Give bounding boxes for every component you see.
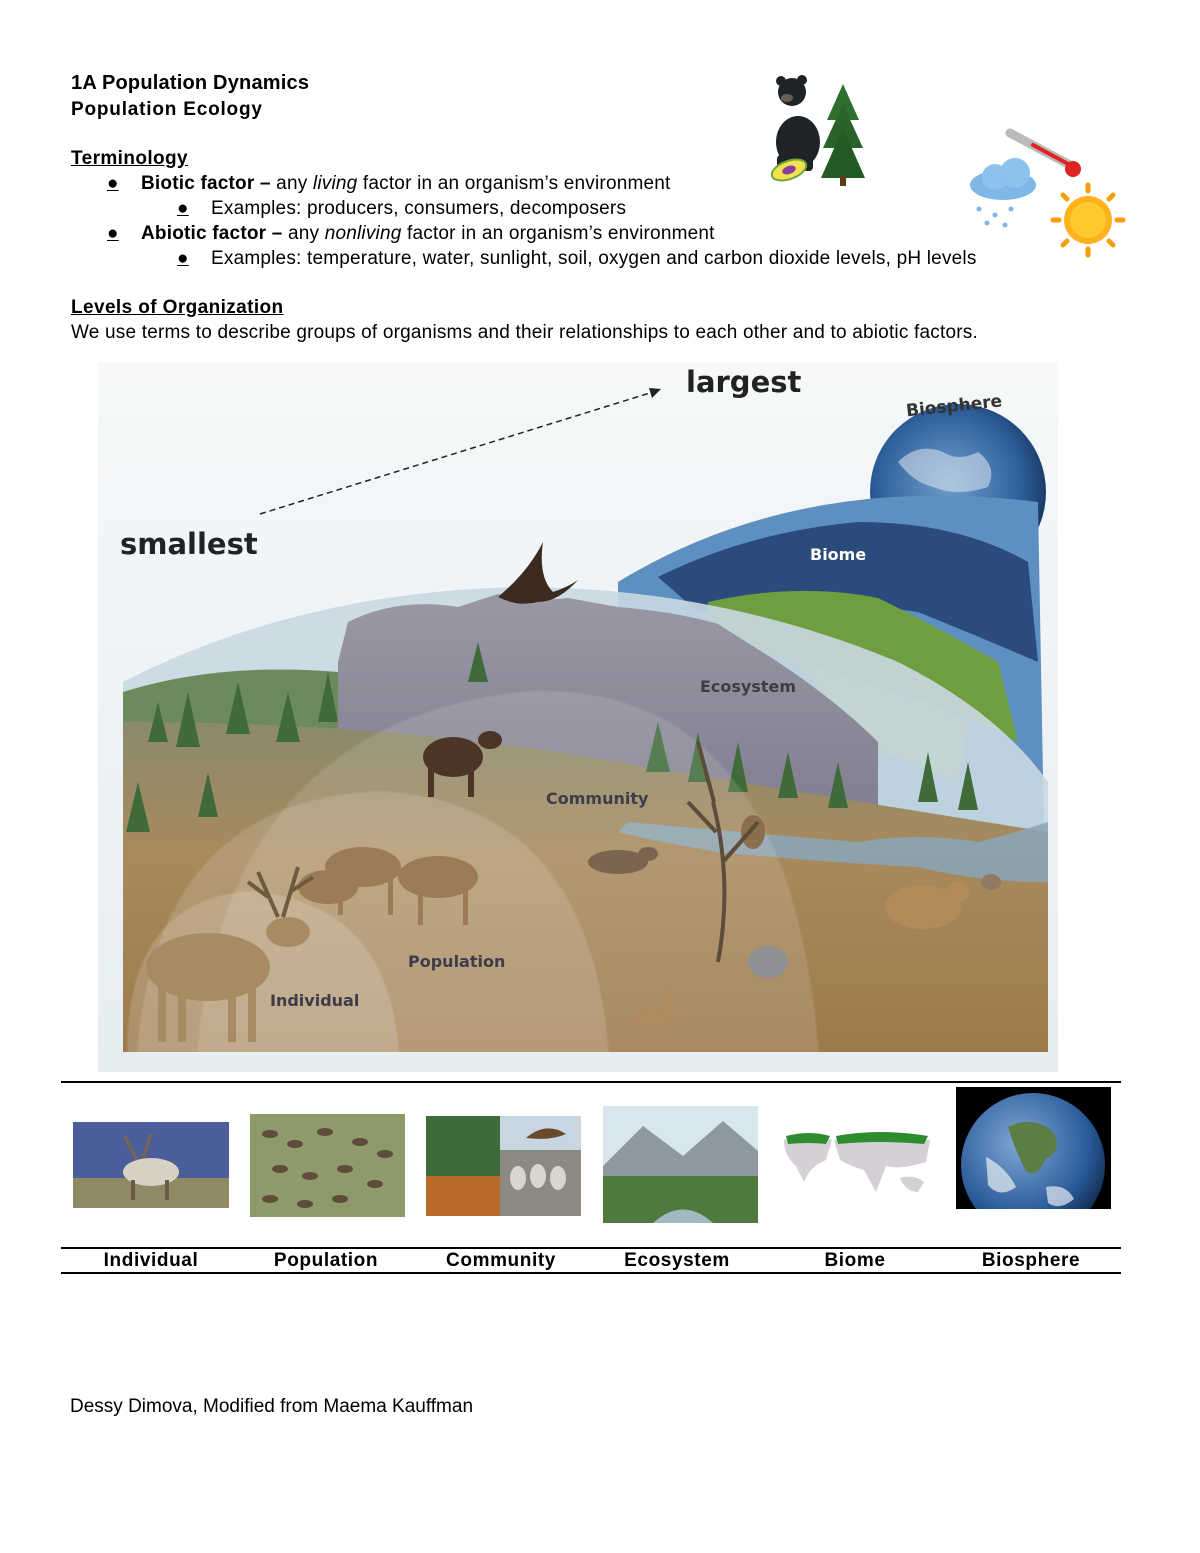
ecosystem-label: Ecosystem bbox=[700, 677, 797, 696]
biotic-examples: ● Examples: producers, consumers, decomposers bbox=[177, 198, 627, 219]
terminology-heading: Terminology bbox=[71, 148, 188, 169]
footer-credit: Dessy Dimova, Modified from Maema Kauffman bbox=[70, 1396, 474, 1417]
bullet-icon: ● bbox=[107, 173, 119, 194]
individual-label: Individual bbox=[270, 991, 360, 1010]
levels-description: We use terms to describe groups of organisms and their relationships to each other and to abiotic factors. bbox=[71, 322, 978, 343]
thumb-biosphere bbox=[956, 1087, 1111, 1209]
cloud-rain-icon bbox=[970, 158, 1036, 228]
thumb-ecosystem bbox=[603, 1106, 758, 1228]
bear-icon bbox=[776, 75, 820, 171]
abiotic-definition: ● Abiotic factor – any nonliving factor in an organism’s environment bbox=[107, 223, 715, 244]
thumb-individual bbox=[73, 1122, 229, 1244]
page-title: 1A Population Dynamics bbox=[71, 72, 310, 94]
rodent-icon bbox=[981, 874, 1001, 890]
caption-individual: Individual bbox=[103, 1250, 199, 1271]
bullet-icon: ● bbox=[107, 223, 119, 244]
thumb-community bbox=[426, 1116, 581, 1238]
abiotic-examples: ● Examples: temperature, water, sunlight, soil, oxygen and carbon dioxide levels, pH levels bbox=[177, 248, 977, 269]
microbe-icon bbox=[769, 155, 809, 184]
population-label: Population bbox=[408, 952, 506, 971]
biotic-definition: ● Biotic factor – any living factor in an organism’s environment bbox=[107, 173, 671, 194]
abiotic-clipart bbox=[965, 125, 1130, 260]
caption-ecosystem: Ecosystem bbox=[624, 1250, 730, 1271]
biotic-clipart bbox=[765, 70, 865, 190]
smallest-label: smallest bbox=[120, 527, 258, 561]
strip-middle-rule bbox=[61, 1247, 1121, 1249]
caption-biosphere: Biosphere bbox=[981, 1250, 1081, 1271]
owl-icon bbox=[741, 815, 765, 849]
largest-label: largest bbox=[686, 365, 802, 399]
tree-icon bbox=[821, 84, 865, 186]
thumb-population bbox=[250, 1114, 405, 1236]
thumb-biome bbox=[780, 1126, 934, 1248]
caption-population: Population bbox=[273, 1250, 379, 1271]
community-label: Community bbox=[546, 789, 649, 808]
page-subtitle: Population Ecology bbox=[71, 99, 263, 120]
bullet-icon: ● bbox=[177, 198, 189, 219]
biome-label: Biome bbox=[810, 545, 867, 564]
levels-diagram bbox=[98, 362, 1058, 1072]
bullet-icon: ● bbox=[177, 248, 189, 269]
sun-icon bbox=[1053, 185, 1123, 255]
caption-biome: Biome bbox=[824, 1250, 886, 1271]
koala-icon bbox=[748, 946, 788, 978]
biosphere-label: Biosphere bbox=[905, 391, 1004, 422]
caption-community: Community bbox=[446, 1250, 556, 1271]
strip-top-rule bbox=[61, 1081, 1121, 1083]
strip-bottom-rule bbox=[61, 1272, 1121, 1274]
levels-heading: Levels of Organization bbox=[71, 297, 284, 318]
